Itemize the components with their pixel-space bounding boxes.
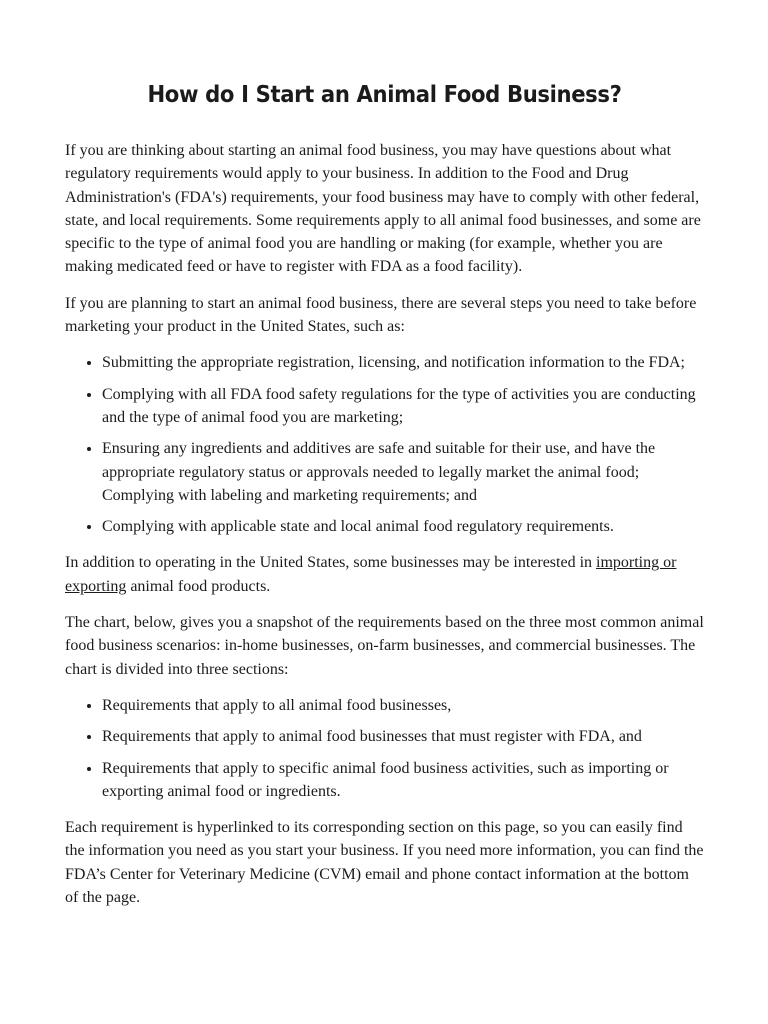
list-item: • Ensuring any ingredients and additives are safe and suitable for their use, and have the appropriate regulatory status or approvals needed to legally market the animal food; Complying with labeling and marketing requirements; and bbox=[102, 437, 704, 507]
page-title: How do I Start an Animal Food Business? bbox=[147, 82, 622, 108]
steps-intro-paragraph: If you are planning to start an animal food business, there are several steps you need to take before marketing your product in the United States, such as: bbox=[65, 294, 697, 336]
list-item: • Requirements that apply to animal food businesses that must register with FDA, and bbox=[102, 725, 704, 748]
list-item: • Submitting the appropriate registration, licensing, and notification information to the FDA; bbox=[102, 351, 704, 374]
closing-paragraph: Each requirement is hyperlinked to its corresponding section on this page, so you can easily find the information you need as you start your business. If you need more information, you can find the FDA’s Center for Veterinary Medicine (CVM) email and phone contact information at the bottom of the page. bbox=[65, 819, 704, 907]
import-text-after: animal food products. bbox=[126, 577, 271, 595]
chart-intro-paragraph: The chart, below, gives you a snapshot of the requirements based on the three most common animal food business scenarios: in-home businesses, on-farm businesses, and commercial businesses. The chart is divided into three sections: bbox=[65, 614, 704, 678]
intro-paragraph: If you are thinking about starting an animal food business, you may have questions about what regulatory requirements would apply to your business. In addition to the Food and Drug Administration's (FDA's) requirements, your food business may have to comply with other federal, state, and local requirements. Some requirements apply to all animal food businesses, and some are specific to the type of animal food you are handling or making (for example, whether you are making medicated feed or have to register with FDA as a food facility). bbox=[65, 142, 701, 276]
list-item: • Requirements that apply to specific animal food business activities, such as importing or exporting animal food or ingredients. bbox=[102, 757, 704, 804]
list-item: • Complying with all FDA food safety regulations for the type of activities you are conducting and the type of animal food you are marketing; bbox=[102, 383, 704, 430]
importing-exporting-link[interactable]: importing or exporting bbox=[65, 554, 677, 595]
import-text-before: In addition to operating in the United States, some businesses may be interested in bbox=[65, 554, 597, 572]
import-paragraph bbox=[65, 551, 704, 598]
steps-list bbox=[65, 351, 704, 538]
list-item: • Complying with applicable state and local animal food regulatory requirements. bbox=[102, 515, 704, 538]
sections-list bbox=[65, 694, 704, 803]
list-item: • Requirements that apply to all animal food businesses, bbox=[102, 694, 704, 717]
